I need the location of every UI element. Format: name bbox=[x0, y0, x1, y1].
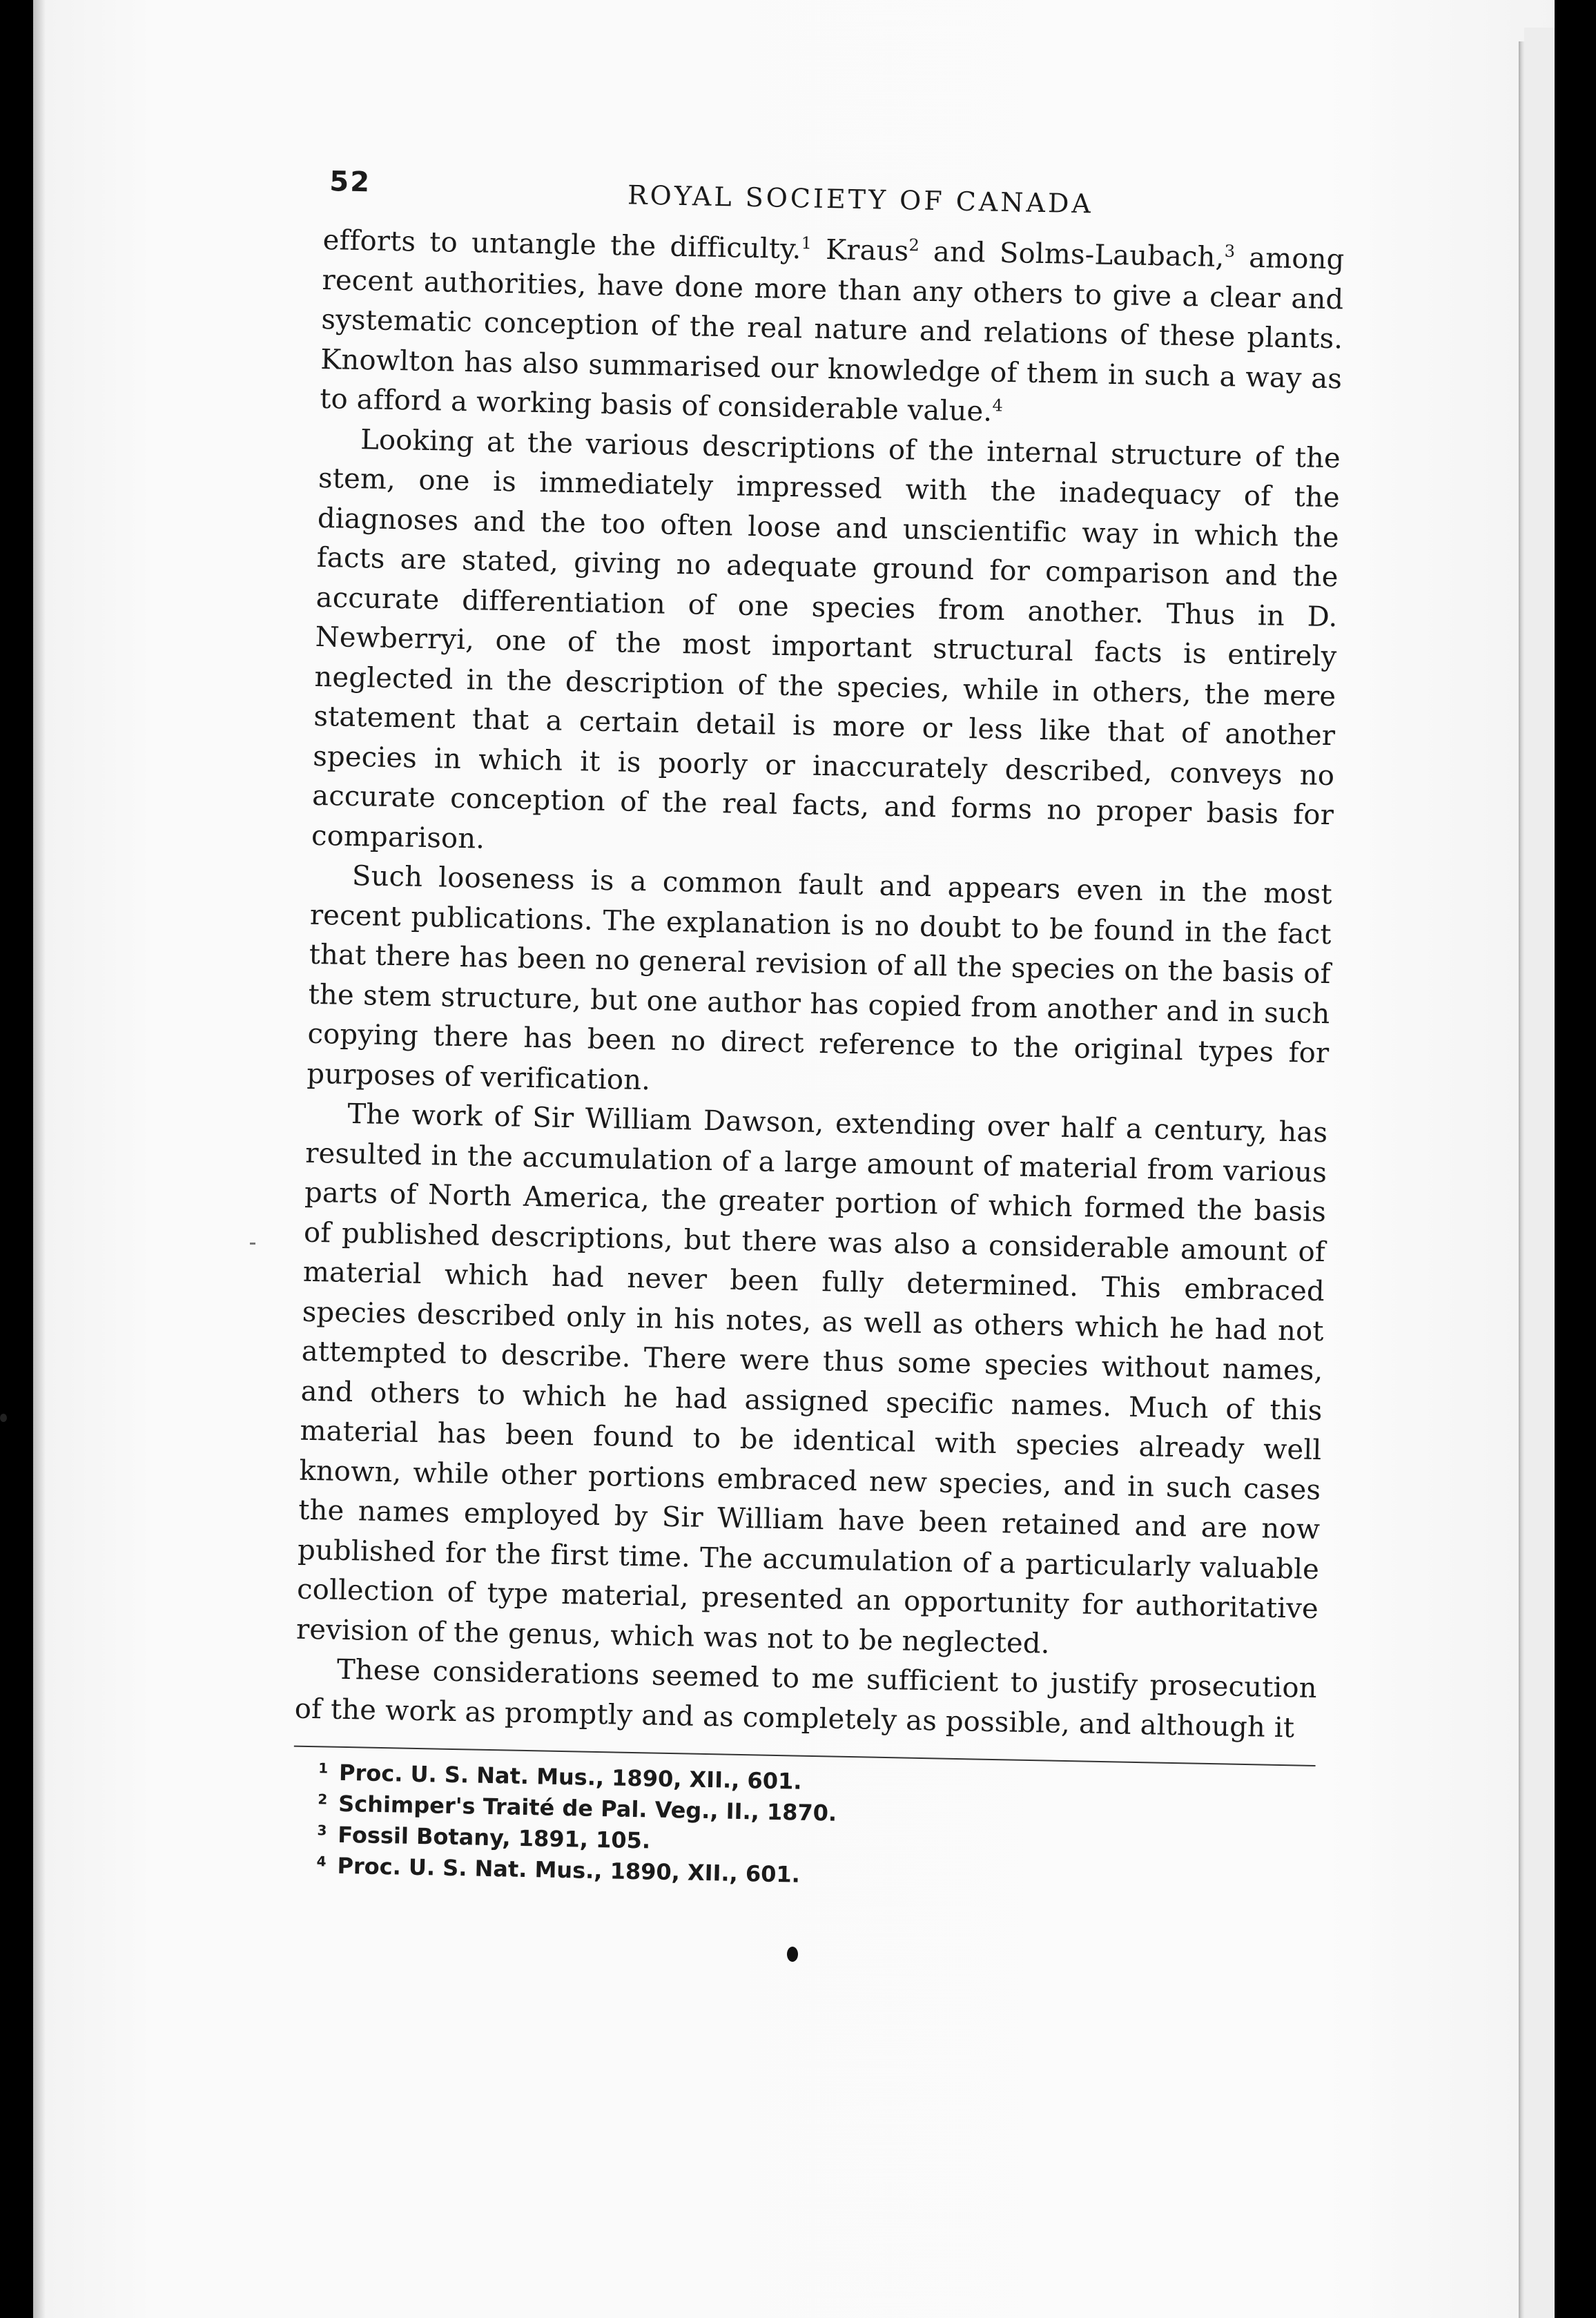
footnote-mark: 2 bbox=[318, 1791, 328, 1808]
footnote-text: Proc. U. S. Nat. Mus., 1890, XII., 601. bbox=[337, 1852, 801, 1888]
footnotes bbox=[291, 1757, 1315, 1900]
binding-shadow bbox=[33, 0, 46, 2318]
text-run: among recent authorities, have done more than any others to give a clear and systematic conception of the real nature and relations of these plants. Knowlton has also summarised our knowledge of them in such a way as to afford a working basis of considerable value. bbox=[319, 242, 1345, 428]
footnote-text: Proc. U. S. Nat. Mus., 1890, XII., 601. bbox=[338, 1759, 802, 1795]
ink-blot bbox=[787, 1947, 798, 1962]
page-edge bbox=[1519, 41, 1524, 2318]
body-text bbox=[294, 221, 1345, 1749]
footnote-text: Schimper's Traité de Pal. Veg., II., 1870. bbox=[338, 1790, 837, 1827]
page-content bbox=[291, 159, 1346, 1900]
footnote-mark: 4 bbox=[316, 1853, 327, 1870]
page-number: 52 bbox=[329, 166, 371, 199]
paragraph: Such looseness is a common fault and appears even in the most recent publications. The explanation is no doubt to be found in the fact that there has been no general revision of all the species on the basis of the stem structure, but one author has copied from another and in such copying there has been no direct reference to the original types for purposes of verification. bbox=[306, 859, 1333, 1096]
paragraph bbox=[320, 221, 1345, 439]
footnote-ref: 3 bbox=[1224, 241, 1236, 262]
scan-speck bbox=[0, 1414, 7, 1422]
footnote-ref: 1 bbox=[801, 233, 812, 253]
footnote-ref: 4 bbox=[992, 396, 1004, 416]
paragraph: These considerations seemed to me sufficient to justify prosecution of the work as promptly and as completely as possible, and although it bbox=[294, 1653, 1318, 1744]
footnote-mark: 1 bbox=[318, 1760, 329, 1777]
running-title: ROYAL SOCIETY OF CANADA bbox=[627, 179, 1094, 220]
text-run: Kraus bbox=[811, 233, 909, 268]
paragraph: The work of Sir William Dawson, extending over half a century, has resulted in the accumulation of a large amount of material from various parts of North America, the greater portion of which formed the basis of published descriptions, but there was also a considerable amount of material which had never been fully determined. This embraced species described only in his notes, as well as others which he had not attempted to describe. There were thus some species without names, and others to which he had assigned specific names. Much of this material has been found to be identical with species already well known, while other portions embraced new species, and in such cases the names employed by Sir William have been retained and are now published for the first time. The accumulation of a particularly valuable collection of type material, presented an opportunity for authoritative revision of the genus, which was not to be neglected. bbox=[295, 1098, 1328, 1660]
text-run: and Solms-Laubach, bbox=[919, 235, 1225, 274]
adjacent-page-strip bbox=[1524, 28, 1555, 2318]
footnote-text: Fossil Botany, 1891, 105. bbox=[338, 1821, 651, 1854]
footnote-mark: 3 bbox=[317, 1822, 327, 1839]
footnote-ref: 2 bbox=[908, 235, 920, 255]
text-run: efforts to untangle the difficulty. bbox=[322, 224, 801, 266]
scan-speck bbox=[250, 1243, 255, 1245]
paragraph: Looking at the various descriptions of the internal structure of the stem, one is immediately impressed with the inadequacy of the diagnoses and the too often loose and unscientific way in which the facts are stated, giving no adequate ground for comparison and the accurate differentiation of one species from another. Thus in D. Newberryi, one of the most important structural facts is entirely neglected in the description of the species, while in others, the mere statement that a certain detail is more or less like that of another species in which it is poorly or inaccurately described, conveys no accurate conception of the real facts, and forms no proper basis for comparison. bbox=[311, 423, 1341, 855]
